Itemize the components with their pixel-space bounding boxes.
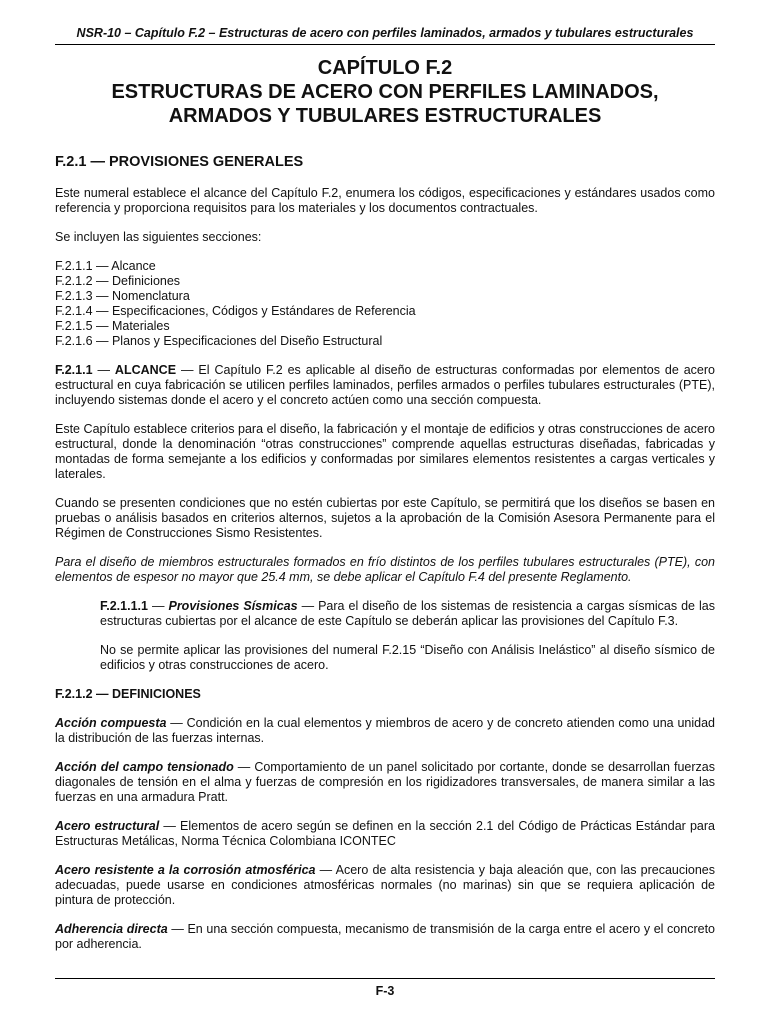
definition-term: Acero resistente a la corrosión atmosférica [55,863,316,877]
sismicas-title: Provisiones Sísmicas [168,599,298,613]
definiciones-dash: — [92,687,112,701]
definiciones-label: DEFINICIONES [111,687,201,701]
definition-text: — Comportamiento de un panel solicitado por cortante, donde se desarrollan fuerzas diagonales de tensión en el alma y fuerzas de compresión en los rigidizadores transversales, de manera similar a las fuerzas en una armadura Pratt. [55,760,715,804]
header-rule [55,44,715,45]
alcance-paragraph [55,363,715,408]
alcance-paragraph-3: Cuando se presenten condiciones que no estén cubiertas por este Capítulo, se permitirá que los diseños se basen en pruebas o análisis basados en criterios alternos, sujetos a la aprobación de la Comisión Asesora Permanente para el Régimen de Construcciones Sismo Resistentes. [55,496,715,540]
list-item: F.2.1.5 — Materiales [55,319,170,333]
list-item: F.2.1.2 — Definiciones [55,274,181,288]
chapter-title-line-2: ARMADOS Y TUBULARES ESTRUCTURALES [168,105,602,127]
definition-term: Adherencia directa [55,922,168,936]
definition-term: Acción del campo tensionado [55,760,234,774]
definiciones-heading [55,687,715,702]
list-item: F.2.1.1 — Alcance [55,259,156,273]
running-header: NSR-10 – Capítulo F.2 – Estructuras de acero con perfiles laminados, armados y tubulares estructurales [76,26,694,40]
definition-item [55,863,715,908]
chapter-title [55,56,715,128]
definition-term: Acero estructural [55,819,160,833]
definition-item [55,760,715,805]
chapter-number: CAPÍTULO F.2 [317,57,453,79]
list-item: F.2.1.3 — Nomenclatura [55,289,190,303]
sismicas-code: F.2.1.1.1 [100,599,148,613]
intro-paragraph: Este numeral establece el alcance del Capítulo F.2, enumera los códigos, especificaciones y estándares usados como referencia y proporciona requisitos para los materiales y los documentos contractuales. [55,186,715,215]
alcance-text: — El Capítulo F.2 es aplicable al diseño de estructuras conformadas por elementos de acero estructural en cuya fabricación se utilicen perfiles laminados, perfiles armados o perfiles tubulares estructurales (PTE), incluyendo sistemas donde el acero y el concreto actúen como una sección compuesta. [55,363,715,407]
list-item: F.2.1.6 — Planos y Especificaciones del Diseño Estructural [55,334,383,348]
definition-text: — En una sección compuesta, mecanismo de transmisión de la carga entre el acero y el concreto por adherencia. [55,922,715,951]
definiciones-code: F.2.1.2 [55,687,93,701]
alcance-dash: — [92,363,115,377]
includes-paragraph: Se incluyen las siguientes secciones: [55,230,262,244]
definition-term: Acción compuesta [55,716,167,730]
definition-text: — Acero de alta resistencia y baja aleación que, con las precauciones adecuadas, puede usarse en condiciones atmosféricas normales (no marinas) sin que se requiera aplicación de pintura de protección. [55,863,715,907]
definition-item [55,922,715,952]
definition-item [55,716,715,746]
definition-text: — Elementos de acero según se definen en la sección 2.1 del Código de Prácticas Estándar para Estructuras Metálicas, Norma Técnica Colombiana ICONTEC [55,819,715,848]
definition-item [55,819,715,849]
document-body [55,155,715,966]
sismicas-text: — Para el diseño de los sistemas de resistencia a cargas sísmicas de las estructuras cubiertas por el alcance de este Capítulo se deberán aplicar las provisiones del Capítulo F.3. [100,599,715,628]
section-list [55,259,715,349]
alcance-code: F.2.1.1 [55,363,93,377]
chapter-title-line-1: ESTRUCTURAS DE ACERO CON PERFILES LAMINADOS, [111,81,659,103]
definition-text: — Condición en la cual elementos y miembros de acero y de concreto atienden como una unidad la distribución de las fuerzas internas. [55,716,715,745]
page-number: F-3 [375,984,395,998]
alcance-label: ALCANCE [114,363,177,377]
list-item: F.2.1.4 — Especificaciones, Códigos y Estándares de Referencia [55,304,416,318]
sismicas-paragraph [100,599,715,629]
sismicas-dash: — [147,599,169,613]
footer-rule [55,978,715,979]
section-heading: F.2.1 — PROVISIONES GENERALES [55,154,304,170]
alcance-paragraph-2: Este Capítulo establece criterios para el diseño, la fabricación y el montaje de edificios y otras construcciones de acero estructural, donde la denominación “otras construcciones” comprende aquellas estructuras diseñadas, fabricadas y montadas de forma semejante a los edificios y conformadas por similares elementos resistentes a cargas verticales y laterales. [55,422,715,481]
alcance-paragraph-4: Para el diseño de miembros estructurales formados en frío distintos de los perfiles tubulares estructurales (PTE), con elementos de espesor no mayor que 25.4 mm, se debe aplicar el Capítulo F.4 del presente Reglamento. [55,555,715,584]
sismicas-paragraph-2: No se permite aplicar las provisiones del numeral F.2.15 “Diseño con Análisis Inelástico” al diseño sísmico de edificios y otras construcciones de acero. [100,643,715,672]
